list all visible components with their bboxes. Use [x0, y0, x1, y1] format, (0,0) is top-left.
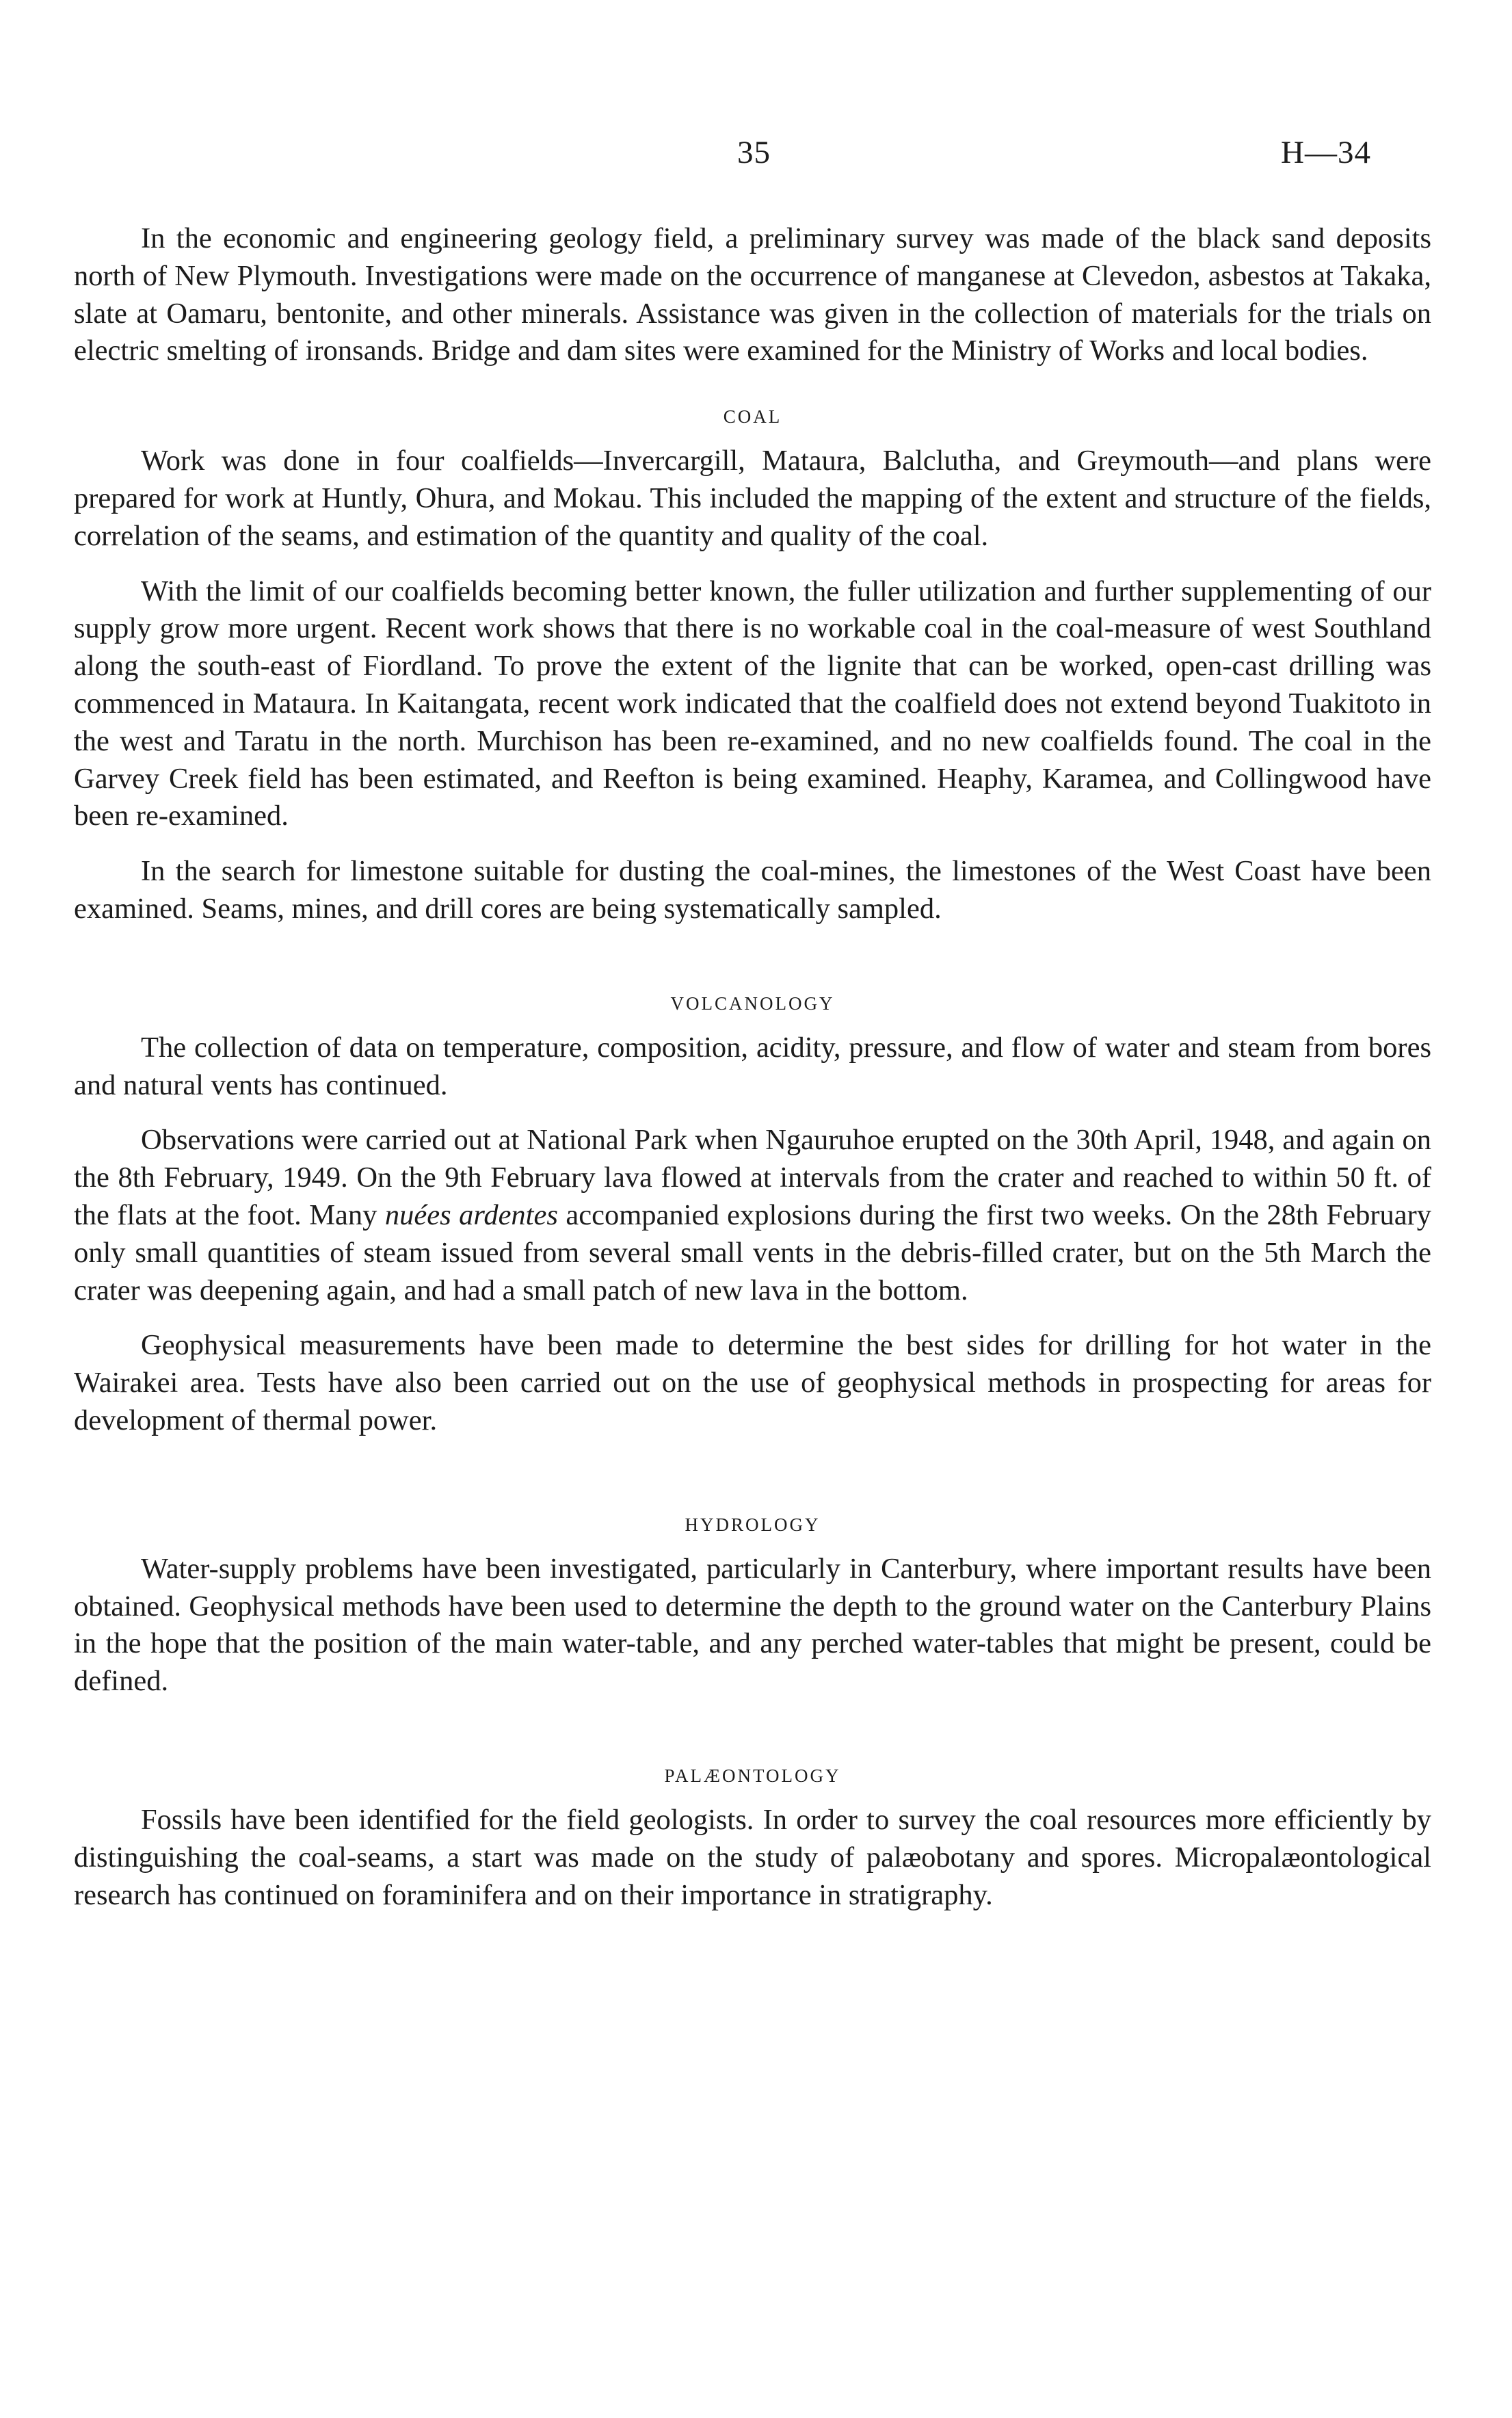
hydrology-heading: HYDROLOGY: [685, 1514, 821, 1535]
coal-paragraph-3: In the search for limestone suitable for dusting the coal-mines, the limestones of the West Coast have been examined. Seams, mines, and drill cores are being systematically sampled.: [74, 855, 1431, 925]
nuees-ardentes-term: nuées ardentes: [384, 1198, 558, 1231]
volcanology-paragraph-2-end: accompanied explosions during the first two weeks. On the 28th February only small quantities of steam issued from several small vents in the debris-filled crater, but on the 5th March the crater was deepening again, and had a small patch of new lava in the bottom.: [74, 1198, 1432, 1306]
coal-paragraph-2: With the limit of our coalfields becoming better known, the fuller utilization and further supplementing of our supply grow more urgent. Recent work shows that there is no workable coal in the coal-measure of west Southland along the south-east of Fiordland. To prove the extent of the lignite that can be worked, open-cast drilling was commenced in Mataura. In Kaitangata, recent work indicated that the coalfield does not extend beyond Tuakitoto in the west and Taratu in the north. Murchison has been re-examined, and no new coalfields found. The coal in the Garvey Creek field has been estimated, and Reefton is being examined. Heaphy, Karamea, and Collingwood have been re-examined.: [74, 575, 1431, 832]
palaeontology-paragraph: Fossils have been identified for the field geologists. In order to survey the coal resources more efficiently by distinguishing the coal-seams, a start was made on the study of palæobotany and spores. Micropalæontological research has continued on foraminifera and on their importance in stratigraphy.: [74, 1803, 1431, 1911]
page-number: 35: [737, 135, 771, 170]
volcanology-paragraph-1: The collection of data on temperature, composition, acidity, pressure, and flow of water and steam from bores and natural vents has continued.: [74, 1031, 1431, 1101]
intro-paragraph: In the economic and engineering geology field, a preliminary survey was made of the black sand deposits north of New Plymouth. Investigations were made on the occurrence of manganese at Clevedon, asbestos at Takaka, slate at Oamaru, bentonite, and other minerals. Assistance was given in the collection of materials for the trials on electric smelting of ironsands. Bridge and dam sites were examined for the Ministry of Works and local bodies.: [74, 222, 1431, 367]
volcanology-paragraph-3: Geophysical measurements have been made to determine the best sides for drilling for hot water in the Wairakei area. Tests have also been carried out on the use of geophysical methods in prospecting for areas for development of thermal power.: [74, 1329, 1431, 1436]
volcanology-heading: VOLCANOLOGY: [670, 993, 835, 1014]
document-reference: H—34: [1281, 135, 1371, 170]
palaeontology-heading: PALÆONTOLOGY: [664, 1765, 841, 1786]
volcanology-paragraph-2-start: Observations were carried out at National Park when Ngauruhoe erupted on the 30th April, 1948, and again on the 8th February, 1949. On the 9th February lava flowed at intervals from the crater and reached to within 50 ft. of the flats at the foot. Many: [74, 1124, 1431, 1231]
coal-paragraph-1: Work was done in four coalfields—Invercargill, Mataura, Balclutha, and Greymouth—and plans were prepared for work at Huntly, Ohura, and Mokau. This included the mapping of the extent and structure of the fields, correlation of the seams, and estimation of the quantity and quality of the coal.: [74, 445, 1431, 552]
page-body: [74, 220, 1431, 1914]
hydrology-paragraph: Water-supply problems have been investigated, particularly in Canterbury, where important results have been obtained. Geophysical methods have been used to determine the depth to the ground water on the Canterbury Plains in the hope that the position of the main water-table, and any perched water-tables that might be present, could be defined.: [74, 1552, 1431, 1698]
coal-heading: COAL: [723, 406, 782, 428]
volcanology-paragraph-2: [74, 1122, 1431, 1309]
page-header: [0, 134, 1512, 182]
